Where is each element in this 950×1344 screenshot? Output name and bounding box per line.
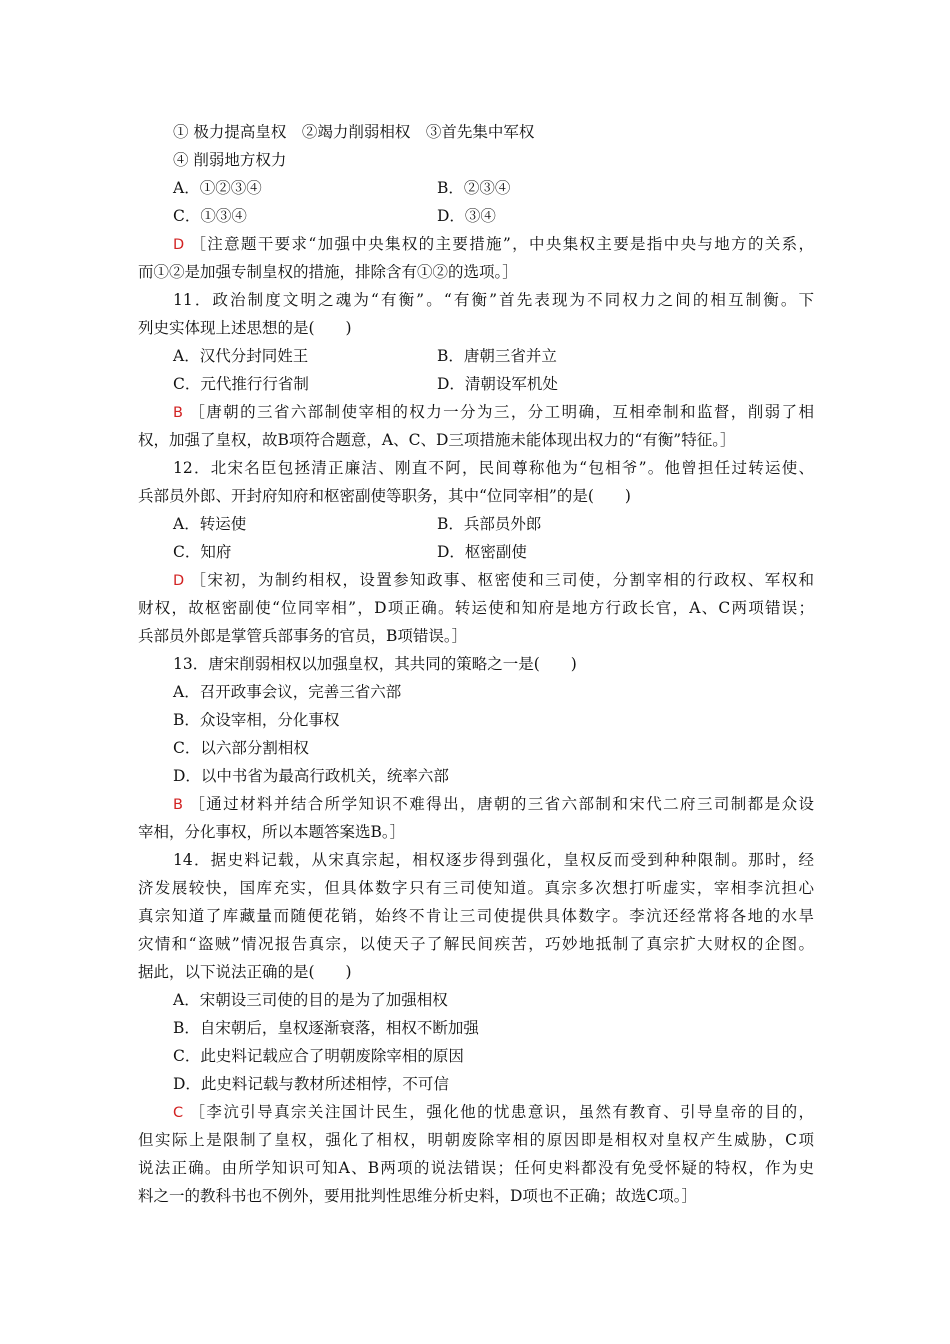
q11-answer: B [173, 405, 183, 421]
q13-option-a: A．召开政事会议，完善三省六部 [173, 683, 402, 701]
q14-stem-line-1: 14．据史料记载，从宋真宗起，相权逐步得到强化，皇权反而受到种种限制。那时，经 [173, 851, 814, 869]
q11-stem-line-2: 列史实体现上述思想的是( ) [138, 319, 352, 337]
q11-option-a: A．汉代分封同姓王 [173, 347, 309, 365]
q11-explanation-line-1: B ［唐朝的三省六部制使宰相的权力一分为三，分工明确，互相牵制和监督，削弱了相 [173, 403, 814, 421]
q11-explanation-line-2: 权，加强了皇权，故B项符合题意，A、C、D三项措施未能体现出权力的“有衡”特征。］ [138, 431, 736, 449]
q10-option-a: A．①②③④ [173, 179, 262, 197]
q12-answer: D [173, 573, 185, 589]
q14-explanation-line-3: 说法正确。由所学知识可知A、B两项的说法错误；任何史料都没有免受怀疑的特权，作为史 [138, 1159, 814, 1177]
q14-option-a: A．宋朝设三司使的目的是为了加强相权 [173, 991, 448, 1009]
q14-option-c: C．此史料记载应合了明朝废除宰相的原因 [173, 1047, 464, 1065]
q12-stem-line-1: 12．北宋名臣包拯清正廉洁、刚直不阿，民间尊称他为“包相爷”。他曾担任过转运使、 [173, 459, 814, 477]
q13-option-b: B．众设宰相，分化事权 [173, 711, 340, 729]
q13-option-d: D．以中书省为最高行政机关，统率六部 [173, 767, 449, 785]
q13-option-c: C．以六部分割相权 [173, 739, 309, 757]
q10-explanation-line-1: D ［注意题干要求“加强中央集权的主要措施”，中央集权主要是指中央与地方的关系， [173, 235, 814, 253]
q10-items-line-1: ① 极力提高皇权 ②竭力削弱相权 ③首先集中军权 [173, 123, 535, 141]
q12-option-c: C．知府 [173, 543, 232, 561]
q12-explanation-line-2: 财权，故枢密副使“位同宰相”，D项正确。转运使和知府是地方行政长官，A、C两项错误； [138, 599, 814, 617]
q14-stem-line-5: 据此，以下说法正确的是( ) [138, 963, 352, 981]
q10-answer: D [173, 237, 185, 253]
q10-items-line-2: ④ 削弱地方权力 [173, 151, 287, 169]
q14-option-b: B．自宋朝后，皇权逐渐衰落，相权不断加强 [173, 1019, 479, 1037]
q13-answer: B [173, 797, 183, 813]
q11-option-b: B．唐朝三省并立 [437, 347, 557, 365]
q14-stem-line-4: 灾情和“盗贼”情况报告真宗，以使天子了解民间疾苦，巧妙地抵制了真宗扩大财权的企图。 [138, 935, 814, 953]
q10-option-c: C．①③④ [173, 207, 247, 225]
q14-explanation-line-4: 料之一的教科书也不例外，要用批判性思维分析史料，D项也不正确；故选C项。］ [138, 1187, 698, 1205]
q12-option-d: D．枢密副使 [437, 543, 527, 561]
q12-stem-line-2: 兵部员外郎、开封府知府和枢密副使等职务，其中“位同宰相”的是( ) [138, 487, 631, 505]
q14-stem-line-3: 真宗知道了库藏量而随便花销，始终不肯让三司使提供具体数字。李沆还经常将各地的水旱 [138, 907, 814, 925]
q13-explanation-line-2: 宰相，分化事权，所以本题答案选B。］ [138, 823, 406, 841]
q13-explanation-line-1: B ［通过材料并结合所学知识不难得出，唐朝的三省六部制和宋代二府三司制都是众设 [173, 795, 814, 813]
q14-answer: C [173, 1105, 184, 1121]
q12-option-a: A．转运使 [173, 515, 247, 533]
q13-stem: 13．唐宋削弱相权以加强皇权，其共同的策略之一是( ) [173, 655, 577, 673]
q14-stem-line-2: 济发展较快，国库充实，但具体数字只有三司使知道。真宗多次想打听虚实，宰相李沆担心 [138, 879, 814, 897]
q11-stem-line-1: 11．政治制度文明之魂为“有衡”。“有衡”首先表现为不同权力之间的相互制衡。下 [173, 291, 814, 309]
q12-option-b: B．兵部员外郎 [437, 515, 542, 533]
q12-explanation-line-1: D ［宋初，为制约相权，设置参知政事、枢密使和三司使，分割宰相的行政权、军权和 [173, 571, 814, 589]
q14-explanation-line-2: 但实际上是限制了皇权，强化了相权，明朝废除宰相的原因即是相权对皇权产生威胁，C项 [138, 1131, 814, 1149]
q14-explanation-line-1: C ［李沆引导真宗关注国计民生，强化他的忧患意识，虽然有教育、引导皇帝的目的， [173, 1103, 814, 1121]
q10-option-d: D．③④ [437, 207, 496, 225]
q10-explanation-line-2: 而①②是加强专制皇权的措施，排除含有①②的选项。］ [138, 263, 518, 281]
q14-option-d: D．此史料记载与教材所述相悖，不可信 [173, 1075, 449, 1093]
q10-option-b: B．②③④ [437, 179, 511, 197]
q12-explanation-line-3: 兵部员外郎是掌管兵部事务的官员，B项错误。］ [138, 627, 468, 645]
q11-option-d: D．清朝设军机处 [437, 375, 558, 393]
q11-option-c: C．元代推行行省制 [173, 375, 309, 393]
